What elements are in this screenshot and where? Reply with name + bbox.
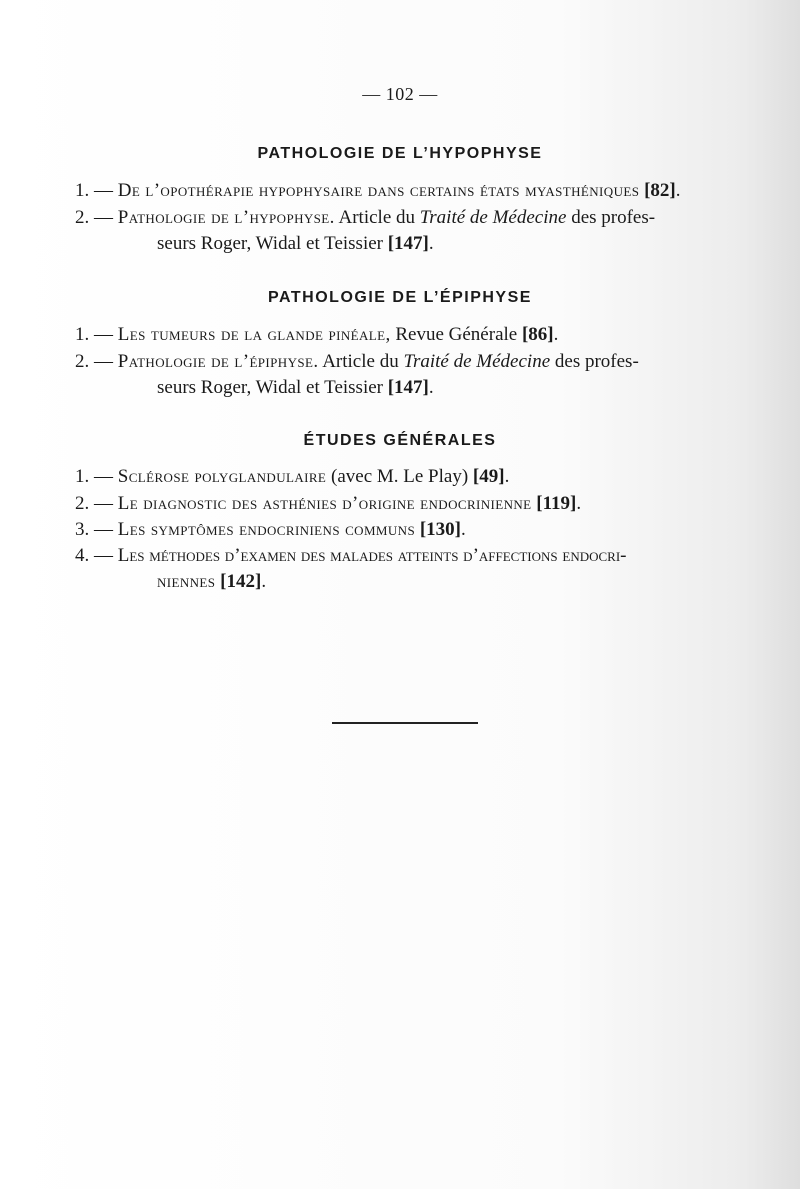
entry-reference: [142] <box>220 571 262 592</box>
entry-title: Le diagnostic des asthénies d’origine endocrinienne <box>117 493 532 514</box>
entry-reference: [147] <box>387 233 429 254</box>
entry-title: Les tumeurs de la glande pinéale, <box>117 324 391 345</box>
entry-number: 2. — <box>75 493 118 514</box>
entry-hypophyse-2: 2. — Pathologie de l’hypophyse. Article du Traité de Médecine des profes- seurs Roger, Widal et Teissier [147]. <box>75 205 765 257</box>
entry-generales-2: 2. — Le diagnostic des asthénies d’origine endocrinienne [119]. <box>75 493 582 514</box>
entry-continuation: seurs Roger, Widal et Teissier [147]. <box>157 377 434 398</box>
entry-title: Les symptômes endocriniens communs <box>117 519 416 540</box>
entry-italic-title: Traité de Médecine <box>403 351 551 372</box>
entry-title: Pathologie de l’hypophyse. <box>117 207 335 228</box>
entry-continuation: niennes [142]. <box>157 571 267 592</box>
entry-number: 2. — <box>75 351 118 372</box>
entry-number: 3. — <box>75 519 118 540</box>
entry-reference: [49] <box>472 466 505 487</box>
entry-number: 4. — <box>75 545 118 566</box>
entry-reference: [119] <box>536 493 577 514</box>
entry-generales-4 <box>75 543 765 595</box>
closing-rule <box>332 722 478 724</box>
entry-generales-3: 3. — Les symptômes endocriniens communs [130]. <box>75 519 466 540</box>
section-title-hypophyse: PATHOLOGIE DE L’HYPOPHYSE <box>257 145 543 162</box>
entry-epiphyse-1: 1. — Les tumeurs de la glande pinéale, Revue Générale [86]. <box>75 324 559 345</box>
entry-hypophyse-1: 1. — De l’opothérapie hypophysaire dans certains états myasthéniques [82]. <box>75 180 681 201</box>
section-title-etudes-generales: ÉTUDES GÉNÉRALES <box>303 432 497 449</box>
entry-number: 1. — <box>75 466 118 487</box>
entry-reference: [86] <box>521 324 554 345</box>
entry-number: 1. — <box>75 180 118 201</box>
entry-reference: [82] <box>644 180 676 201</box>
page-number: — 102 — <box>362 84 438 104</box>
entry-number: 2. — <box>75 207 118 228</box>
entry-epiphyse-2: 2. — Pathologie de l’épiphyse. Article du Traité de Médecine des profes- seurs Roger, Widal et Teissier [147]. <box>75 349 765 401</box>
entry-number: 1. — <box>75 324 118 345</box>
entry-reference: [130] <box>419 519 461 540</box>
entry-italic-title: Traité de Médecine <box>419 207 567 228</box>
entry-title: Les méthodes d’examen des malades atteints d’affections endocri- <box>117 545 627 566</box>
entry-title: De l’opothérapie hypophysaire dans certains états myasthéniques <box>117 180 640 201</box>
entry-generales-1: 1. — Sclérose polyglandulaire (avec M. Le Play) [49]. <box>75 466 510 487</box>
entry-reference: [147] <box>387 377 429 398</box>
entry-continuation: seurs Roger, Widal et Teissier [147]. <box>157 233 434 254</box>
entry-title: Pathologie de l’épiphyse. <box>117 351 319 372</box>
entry-title: Sclérose polyglandulaire <box>117 466 327 487</box>
section-title-epiphyse: PATHOLOGIE DE L’ÉPIPHYSE <box>268 289 532 306</box>
